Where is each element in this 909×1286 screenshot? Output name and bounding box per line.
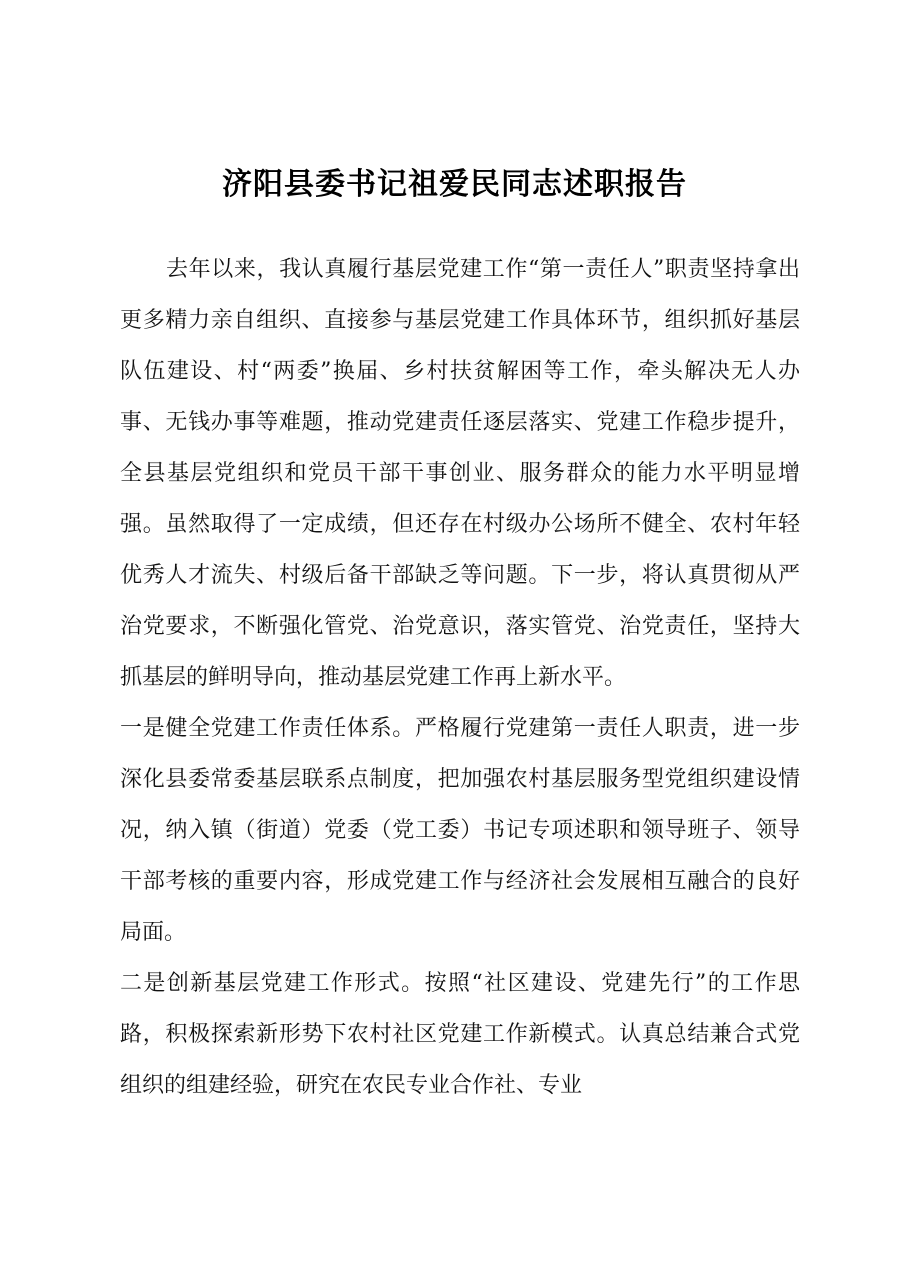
paragraph-responsibility-system: 一是健全党建工作责任体系。严格履行党建第一责任人职责，进一步深化县委常委基层联系点制度，把加强农村基层服务型党组织建设情况，纳入镇（街道）党委（党工委）书记专项述职和领导班子、领导干部考核的重要内容，形成党建工作与经济社会发展相互融合的良好局面。 xyxy=(120,716,800,945)
paragraph-intro: 去年以来，我认真履行基层党建工作“第一责任人”职责坚持拿出更多精力亲自组织、直接参与基层党建工作具体环节，组织抓好基层队伍建设、村“两委”换届、乡村扶贫解困等工作，牵头解决无人办事、无钱办事等难题，推动党建责任逐层落实、党建工作稳步提升，全县基层党组织和党员干部干事创业、服务群众的能力水平明显增强。虽然取得了一定成绩，但还存在村级办公场所不健全、农村年轻优秀人才流失、村级后备干部缺乏等问题。下一步，将认真贯彻从严治党要求，不断强化管党、治党意识，落实管党、治党责任，坚持大抓基层的鲜明导向，推动基层党建工作再上新水平。 xyxy=(120,257,800,690)
document-title: 济阳县委书记祖爱民同志述职报告 xyxy=(222,167,687,202)
paragraph-innovation: 二是创新基层党建工作形式。按照“社区建设、党建先行”的工作思路，积极探索新形势下农村社区党建工作新模式。认真总结兼合式党组织的组建经验，研究在农民专业合作社、专业 xyxy=(120,971,800,1098)
document-body xyxy=(120,244,800,1111)
